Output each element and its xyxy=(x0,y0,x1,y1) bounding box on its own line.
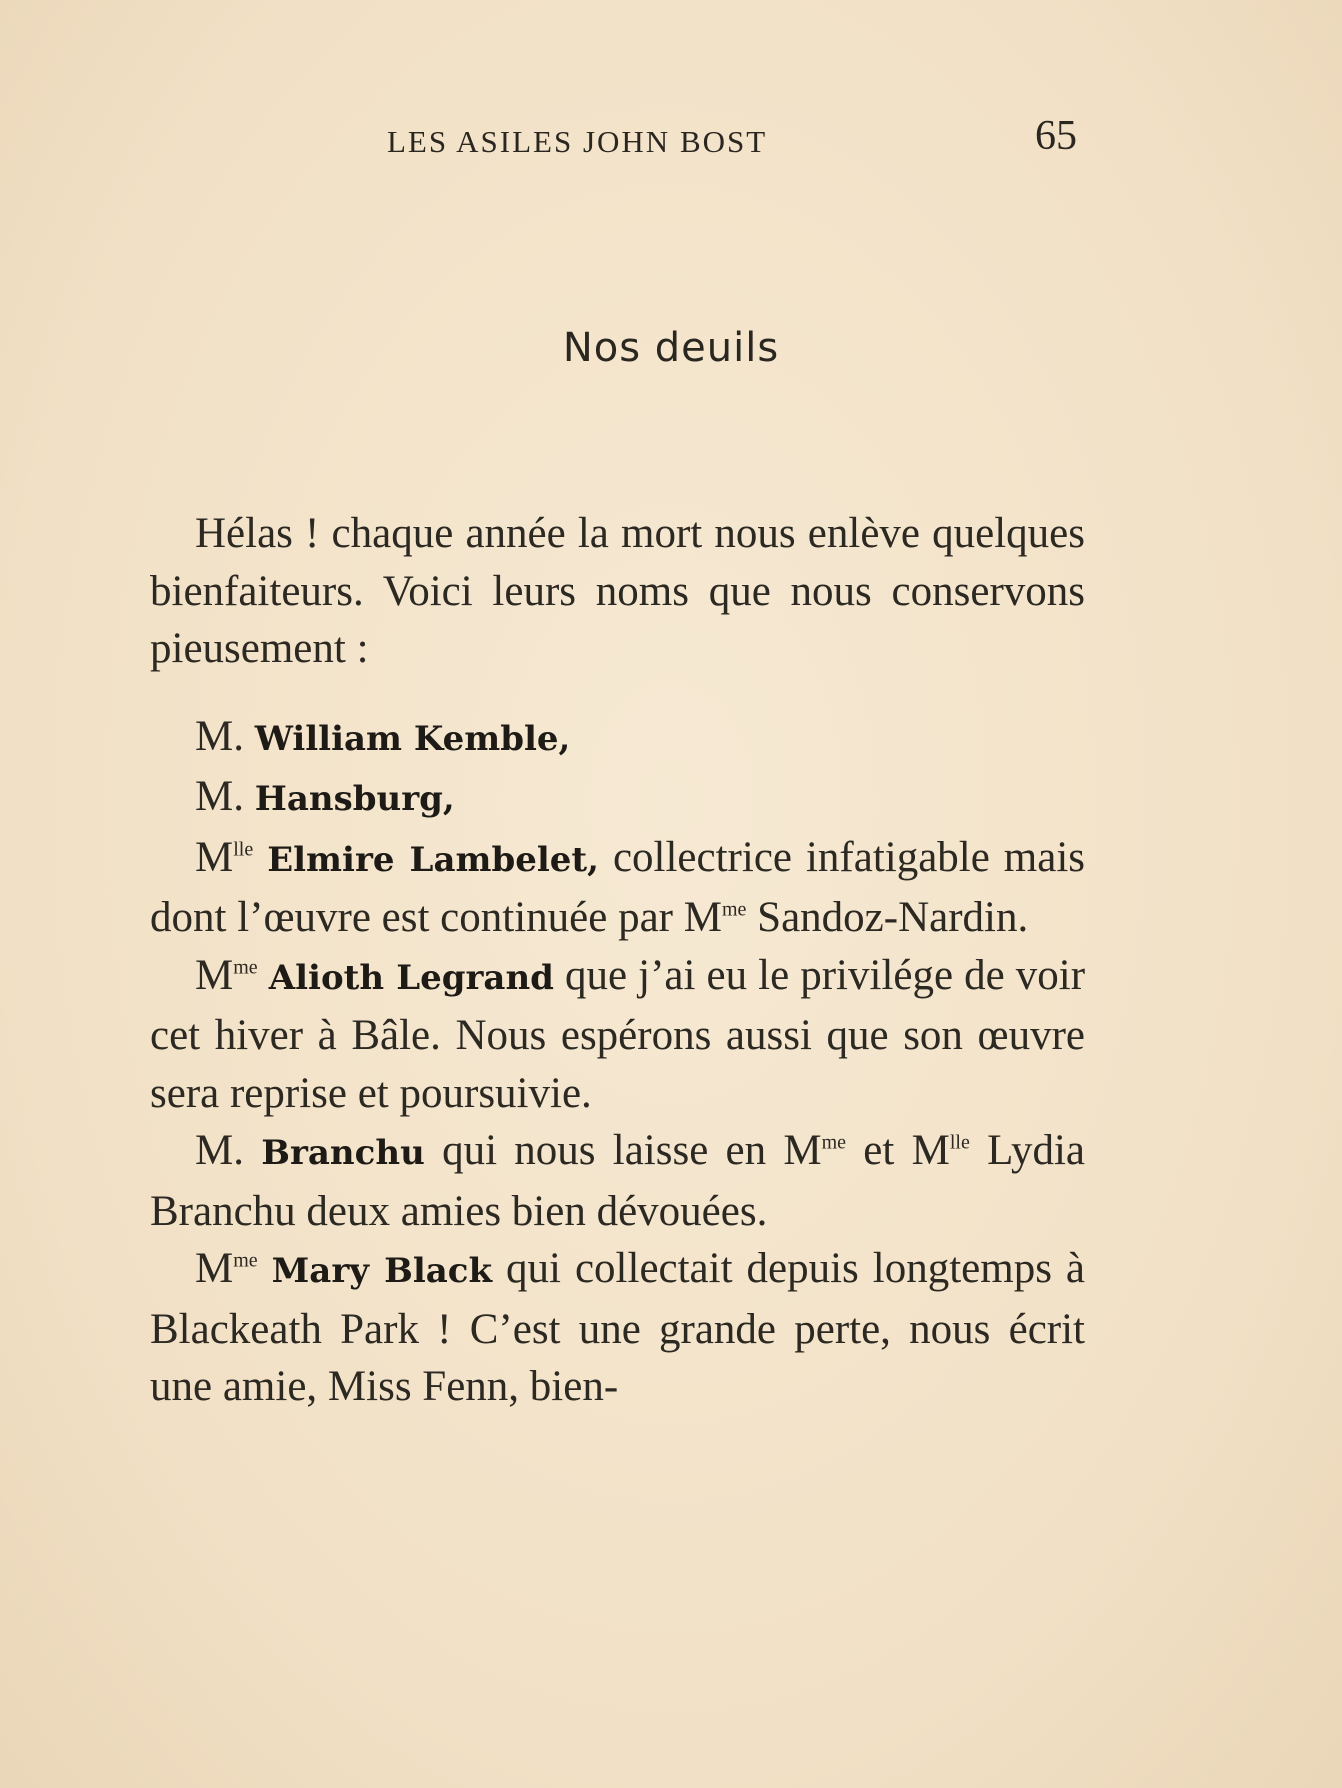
entry-title: M xyxy=(195,1245,234,1292)
entry-title: M. xyxy=(195,1127,244,1174)
entry-name: William Kemble, xyxy=(254,718,571,759)
page-number: 65 xyxy=(1035,113,1077,159)
entry-elmire-lambelet xyxy=(150,829,1085,947)
entry-text-after: Lydia Branchu deux amies bien dévouées. xyxy=(150,1127,1086,1235)
entry-text-mid: et M xyxy=(846,1127,950,1174)
entry-name: Mary Black xyxy=(271,1251,493,1291)
running-title: LES ASILES JOHN BOST xyxy=(387,124,768,159)
body-text xyxy=(150,505,1085,1416)
running-head xyxy=(150,112,1085,172)
entry-mary-black xyxy=(150,1240,1085,1416)
entry-title: M xyxy=(195,833,234,881)
entry-title: M. xyxy=(195,773,244,820)
intro-paragraph: Hélas ! chaque année la mort nous enlève quelques bienfaiteurs. Voici leurs noms que nous conservons pieusement : xyxy=(150,510,1085,672)
entry-william-kemble xyxy=(150,708,1085,769)
entry-text-sup2: lle xyxy=(949,1131,970,1154)
entry-title-sup: me xyxy=(233,1249,258,1272)
entry-name: Hansburg, xyxy=(254,779,455,819)
entry-name: Alioth Legrand xyxy=(268,957,554,998)
entry-title-sup: lle xyxy=(233,838,254,861)
entry-text: qui collectait depuis longtemps à Blackeath Park ! C’est une grande perte, nous écrit une amie, Miss Fenn, bien- xyxy=(150,1245,1086,1410)
entry-branchu xyxy=(150,1122,1085,1240)
entry-text: que j’ai eu le privilége de voir cet hiver à Bâle. Nous espérons aussi que son œuvre sera reprise et poursuivie. xyxy=(150,951,1086,1117)
entry-hansburg xyxy=(150,768,1085,829)
entry-text-after: Sandoz-Nardin. xyxy=(746,894,1029,941)
entry-name: Elmire Lambelet, xyxy=(267,839,599,880)
entry-title-sup: me xyxy=(233,956,258,979)
entry-title: M. xyxy=(195,712,244,760)
section-title: Nos deuils xyxy=(562,325,780,371)
entry-alioth-legrand xyxy=(150,947,1085,1123)
entry-text: qui nous laisse en M xyxy=(442,1127,822,1174)
entry-text-sup: me xyxy=(821,1131,847,1154)
entry-text-sup: me xyxy=(721,898,747,921)
entry-text: collectrice infatigable mais dont l’œuvre est continuée par M xyxy=(150,833,1086,941)
entry-name: Branchu xyxy=(261,1133,425,1173)
entry-title: M xyxy=(195,951,234,999)
